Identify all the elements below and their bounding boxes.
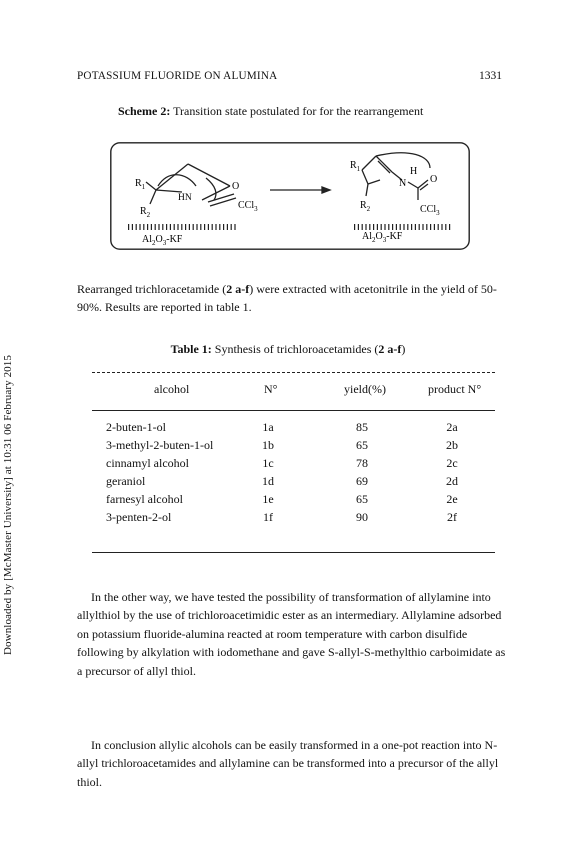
label-product-r2: $R_2$: [360, 200, 371, 213]
scheme-caption-text: Transition state postulated for for the rearrangement: [173, 104, 424, 118]
cell-alcohol: cinnamyl alcohol: [106, 456, 189, 470]
paragraph-other-way: In the other way, we have tested the possibility of transformation of allylamine into allylthiol by the use of trichloroacetimidic ester as an intermediary. Allylamine adsorbed on potassium fluoride-alumina reacted at room temperature with carbon disulfide following by alkylation with iodomethane and gave S-allyl-S-methylthio carboimidate as a precursor of allyl thiol.: [77, 590, 506, 678]
cell-alcohol: 3-penten-2-ol: [106, 510, 172, 524]
product-ring-edge: [376, 153, 430, 168]
label-r2: $R_2$: [140, 206, 151, 219]
rearranged-compound-ref: 2 a-f: [226, 282, 250, 296]
column-header-number: N°: [264, 382, 278, 396]
paragraph-conclusion: In conclusion allylic alcohols can be easily transformed in a one-pot reaction into N-allyl trichloroacetamides and allylamine can be transformed into a precursor of the allyl thiol.: [77, 738, 499, 789]
label-product-ccl3: CCl$_3$: [420, 204, 440, 217]
cell-product: 2f: [447, 510, 457, 524]
cell-alcohol: geraniol: [106, 474, 146, 488]
table-caption-ref: 2 a-f: [378, 342, 402, 356]
results-table: [92, 372, 495, 557]
cell-yield: 65: [356, 438, 368, 452]
column-header-yield: yield(%): [344, 382, 386, 396]
table-caption-start: Synthesis of trichloroacetamides (: [214, 342, 379, 356]
cell-product: 2d: [446, 474, 458, 488]
label-product-r1: $R_1$: [350, 160, 361, 173]
cell-product: 2e: [446, 492, 458, 506]
download-watermark: Downloaded by [McMaster University] at 10:31 06 February 2015: [2, 355, 14, 655]
running-title: POTASSIUM FLUORIDE ON ALUMINA: [77, 70, 278, 82]
table-bottom-rule: [92, 552, 495, 553]
label-product-n: N: [399, 178, 407, 189]
cell-product: 2a: [446, 420, 458, 434]
cell-yield: 90: [356, 510, 368, 524]
column-header-alcohol: alcohol: [154, 382, 190, 396]
rearranged-text-end: ) were extracted with acetonitrile in the yield of 50-90%. Results are reported in table 1.: [77, 282, 497, 315]
column-header-product: product N°: [428, 382, 482, 396]
cell-alcohol: 3-methyl-2-buten-1-ol: [106, 438, 214, 452]
cell-product: 2c: [446, 456, 458, 470]
label-product-o: O: [430, 174, 438, 185]
label-ccl3: CCl$_3$: [238, 200, 258, 213]
label-o: O: [232, 181, 240, 192]
label-hn: HN: [178, 193, 192, 203]
label-support-left: $Al_2O_3-KF$: [142, 234, 183, 247]
label-r1: $R_1$: [135, 178, 146, 191]
cell-number: 1b: [262, 438, 274, 452]
cell-number: 1d: [262, 474, 274, 488]
reaction-scheme: [110, 142, 470, 250]
cell-number: 1a: [262, 420, 274, 434]
scheme-caption: [118, 104, 423, 119]
page-number: 1331: [479, 70, 502, 82]
cell-alcohol: farnesyl alcohol: [106, 492, 183, 506]
cell-yield: 85: [356, 420, 368, 434]
table-top-rule: [92, 372, 495, 373]
table-label: Table 1:: [170, 342, 212, 356]
label-product-h: H: [410, 166, 418, 177]
table-caption: [0, 342, 576, 357]
cell-number: 1f: [263, 510, 273, 524]
cell-number: 1e: [262, 492, 274, 506]
reaction-arrow: [270, 187, 330, 193]
rearranged-text-start: Rearranged trichloracetamide (: [77, 282, 227, 296]
scheme-frame: [111, 143, 469, 249]
paragraph-rearranged: [77, 280, 509, 317]
cell-product: 2b: [446, 438, 458, 452]
cell-yield: 65: [356, 492, 368, 506]
table-header-rule: [92, 410, 495, 411]
cell-alcohol: 2-buten-1-ol: [106, 420, 166, 434]
table-caption-end: ): [401, 342, 406, 356]
cell-yield: 69: [356, 474, 368, 488]
cell-yield: 78: [356, 456, 368, 470]
label-support-right: $Al_2O_3-KF$: [362, 231, 403, 244]
scheme-label: Scheme 2:: [118, 104, 171, 118]
cell-number: 1c: [262, 456, 274, 470]
